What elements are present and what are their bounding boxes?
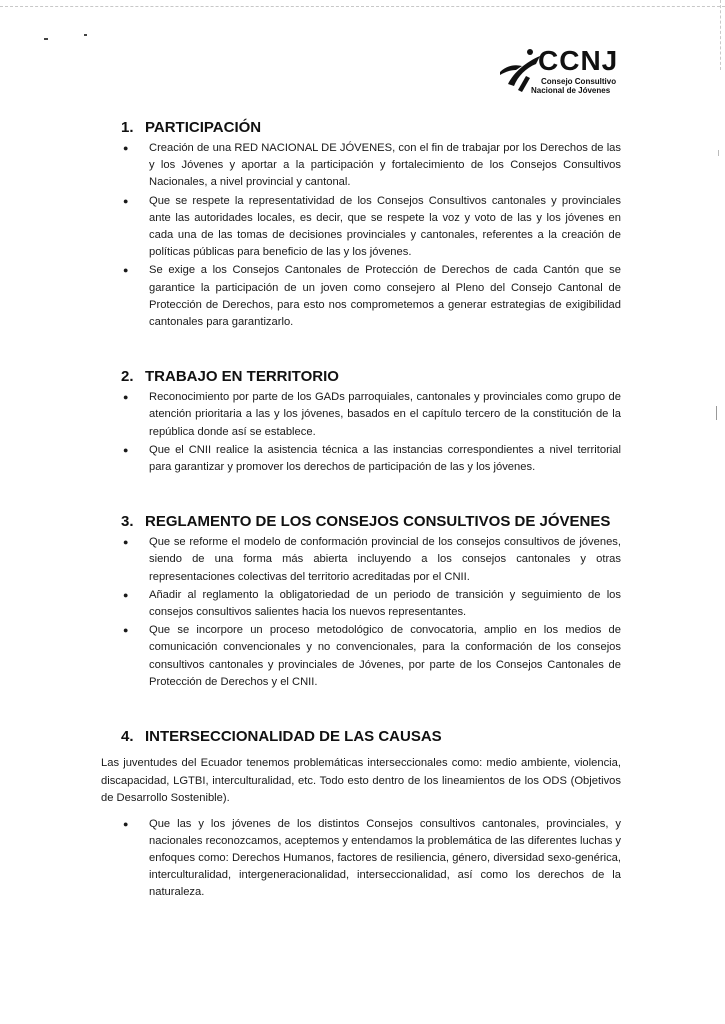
section-interseccionalidad	[101, 727, 621, 902]
list-item: ● Creación de una RED NACIONAL DE JÓVENES, con el fin de trabajar por los Derechos de las y los Jóvenes y aportar a la participación y fortalecimiento de los Consejos Consultivos Nacionales, a nivel provincial y cantonal.	[123, 142, 621, 189]
document-body	[101, 118, 621, 903]
section-number: 2.	[121, 368, 134, 386]
bullet-icon: ●	[123, 589, 129, 600]
section-title: INTERSECCIONALIDAD DE LAS CAUSAS	[145, 728, 442, 746]
list-item: ● Que el CNII realice la asistencia técnica a las instancias correspondientes a nivel territorial para garantizar y promover los derechos de participación de las y los jóvenes.	[123, 443, 621, 474]
bullet-list	[101, 534, 621, 691]
section-number: 1.	[121, 119, 134, 136]
list-item: ● Reconocimiento por parte de los GADs parroquiales, cantonales y provinciales como grupo de atención prioritaria a las y los jóvenes, basados en el capítulo tercero de la constitución de la república donde así se establece.	[123, 391, 621, 438]
list-item: ● Que se respete la representatividad de los Consejos Consultivos cantonales y provinciales ante las autoridades locales, es decir, que se respete la voz y voto de las y los jóvenes en cada una de las tomas de decisiones provinciales y cantonales, referentes a la creación de políticas públicas para beneficio de las y los jóvenes.	[123, 194, 621, 259]
list-item: ● Que se incorpore un proceso metodológico de convocatoria, amplio en los medios de comunicación convencionales y no convencionales, para la conformación de los consejos consultivos cantonales y provinciales de Jóvenes, por parte de los Consejos Cantonales de Protección de Derechos y el CNII.	[123, 624, 621, 688]
scan-speck	[44, 38, 48, 40]
section-trabajo-territorio	[101, 367, 621, 476]
bullet-list	[101, 140, 621, 331]
section-heading	[121, 727, 621, 746]
bullet-icon: ●	[123, 444, 129, 455]
scan-edge-top	[0, 6, 725, 7]
bullet-icon: ●	[123, 625, 129, 636]
scan-mark	[718, 150, 719, 156]
logo-wordmark: CCNJ	[538, 45, 619, 76]
list-item: ● Que las y los jóvenes de los distintos Consejos consultivos cantonales, provinciales, y nacionales reconozcamos, aceptemos y entendamos la problemática de las diferentes luchas y enfoques como: Derechos Humanos, factores de resiliencia, género, diversidad sexo-genérica, interculturalidad, intergeneracionalidad, interseccionalidad, así como los derechos de la naturaleza.	[123, 817, 621, 899]
logo-subtitle-line1: Consejo Consultivo	[541, 77, 617, 86]
section-heading	[121, 118, 621, 137]
section-number: 3.	[121, 513, 134, 531]
section-number: 4.	[121, 728, 134, 746]
bullet-icon: ●	[123, 265, 129, 276]
section-participacion	[101, 118, 621, 331]
list-item: ● Añadir al reglamento la obligatoriedad de un periodo de transición y seguimiento de los consejos consultivos salientes hacia los nuevos representantes.	[123, 588, 621, 619]
list-item: ● Se exige a los Consejos Cantonales de Protección de Derechos de cada Cantón que se garantice la participación de un joven como consejero al Pleno del Consejo Cantonal de Protección de Derechos, para esto nos comprometemos a generar estrategias de exigibilidad cantonales para garantizarlo.	[123, 264, 621, 329]
bullet-list	[101, 389, 621, 476]
logo-subtitle-line2: Nacional de Jóvenes	[531, 86, 611, 95]
bullet-icon: ●	[123, 195, 129, 206]
list-item: ● Que se reforme el modelo de conformación provincial de los consejos consultivos de jóvenes, siendo de una forma más abierta incluyendo a los consejos cantonales y otras representaciones colectivas del territorio acreditadas por el CNII.	[123, 536, 621, 583]
section-heading	[121, 512, 621, 531]
section-title: TRABAJO EN TERRITORIO	[145, 368, 339, 386]
section-title: PARTICIPACIÓN	[145, 119, 262, 136]
bullet-icon: ●	[123, 392, 129, 403]
bullet-icon: ●	[123, 818, 129, 829]
scan-mark	[716, 406, 717, 420]
section-reglamento	[101, 512, 621, 691]
section-title: REGLAMENTO DE LOS CONSEJOS CONSULTIVOS DE JÓVENES	[145, 513, 611, 531]
bullet-list	[101, 816, 621, 902]
section-heading	[121, 367, 621, 386]
scan-edge-right	[720, 0, 721, 70]
bullet-icon: ●	[123, 537, 129, 548]
bullet-icon: ●	[123, 143, 129, 153]
scan-speck	[84, 34, 87, 36]
section-intro-paragraph: Las juventudes del Ecuador tenemos problemáticas interseccionales como: medio ambiente, violencia, discapacidad, LGTBI, interculturalidad, etc. Todo esto dentro de los lineamientos de los ODS (Objetivos de Desarrollo Sostenible).	[101, 757, 621, 805]
